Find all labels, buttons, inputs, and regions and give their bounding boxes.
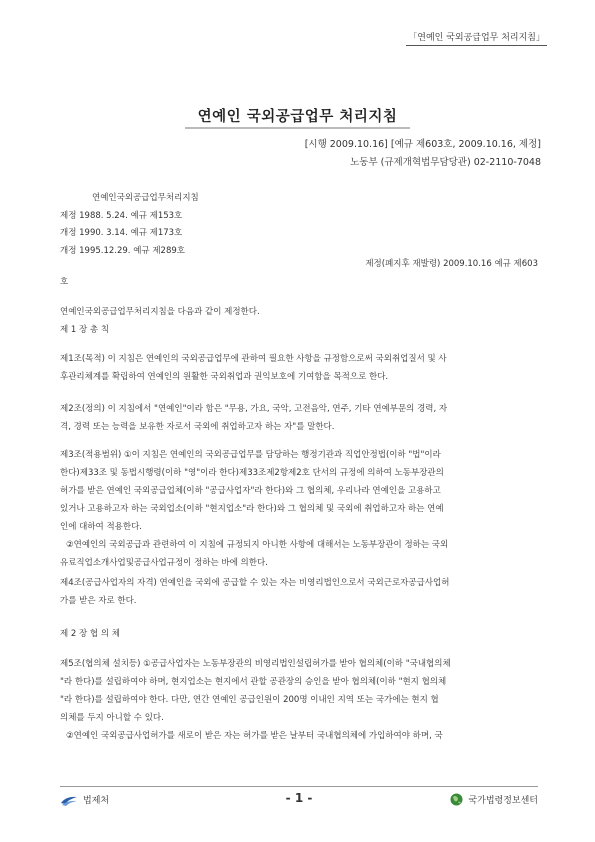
- document-title: 연예인 국외공급업무 처리지침: [197, 109, 398, 125]
- article-4: [60, 574, 540, 610]
- article-line: 제5조(협의체 설치등) ①공급사업자는 노동부장관의 비영리법인설립허가를 받아 협의체(이하 "국내협의체: [60, 659, 451, 669]
- enforcement-info: [시행 2009.10.16] [예규 제603호, 2009.10.16, 제정]: [304, 139, 541, 150]
- article-line: 인에 대하여 적용한다.: [60, 522, 143, 532]
- history-block: [60, 190, 199, 260]
- history-line: 개정 1990. 3.14. 예규 제173호: [60, 228, 183, 238]
- article-line: 의체를 두지 아니할 수 있다.: [60, 713, 164, 723]
- article-line: 격, 경력 또는 능력을 보유한 자로서 국외에 취업하고자 하는 자"를 말한다.: [60, 422, 335, 432]
- history-line: 제정 1988. 5.24. 예규 제153호: [60, 210, 183, 221]
- article-line: 가를 받은 자로 한다.: [60, 596, 137, 606]
- footer-publisher: 법제처: [83, 796, 110, 806]
- footer-divider: [60, 786, 538, 787]
- title-underline: [185, 127, 410, 129]
- article-line: "라 한다)를 설립하여야 하며, 현지업소는 현지에서 관할 공관장의 승인을 받아 협의체(이하 "현지 협의체: [60, 677, 447, 687]
- chapter-heading: 제 1 장 총 칙: [60, 325, 110, 335]
- article-line: 후관리체계를 확립하여 연예인의 원활한 국외취업과 권익보호에 기여함을 목적으로 한다.: [60, 372, 389, 382]
- article-1: [60, 350, 540, 386]
- enactment-line-tail: 호: [60, 277, 69, 287]
- article-line: 한다)제33조 및 동법시행령(이하 "영"이라 한다)제33조제2항제2호 단서의 규정에 의하여 노동부장관의: [60, 468, 444, 478]
- article-line: 제3조(적용범위) ①이 지침은 연예인의 국외공급업무를 담당하는 행정기관과 직업안정법(이하 "법"이라: [60, 450, 441, 460]
- article-line: 허가를 받은 연예인 국외공급업체(이하 "공급사업자"라 한다)와 그 협의체, 우리나라 연예인을 고용하고: [60, 486, 441, 496]
- page-footer: [60, 791, 538, 807]
- chapter-2-heading-block: [60, 625, 540, 643]
- article-line: ②연예인 국외공급사업허가를 새로이 받은 자는 허가를 받은 날부터 국내협의체에 가입하여야 하며, 국: [66, 731, 443, 741]
- history-heading: 연예인국외공급업무처리지침: [92, 193, 199, 203]
- running-header: 「연예인 국외공급업무 처리지침」: [406, 30, 547, 46]
- intro-text: 연예인국외공급업무처리지침을 다음과 같이 제정한다.: [60, 307, 260, 317]
- article-line: 제4조(공급사업자의 자격) 연예인을 국외에 공급할 수 있는 자는 비영리법인으로서 국외근로자공급사업허: [60, 578, 450, 588]
- article-line: ②연예인의 국외공급과 관련하여 이 지침에 규정되지 아니한 사항에 대해서는 노동부장관이 정하는 국외: [66, 540, 449, 550]
- article-line: "라 한다)를 설립하여야 한다. 다만, 연간 연예인 공급인원이 200명 이내인 지역 또는 국가에는 현지 협: [60, 695, 439, 705]
- globe-icon: [450, 793, 463, 806]
- intro-paragraph: [60, 303, 540, 339]
- article-2: [60, 400, 540, 436]
- footer-site-name: 국가법령정보센터: [468, 796, 538, 806]
- enactment-line: 제정(폐지후 재발령) 2009.10.16 예규 제603: [365, 259, 538, 269]
- contact-info: 노동부 (규제개혁법무담당관) 02-2110-7048: [350, 157, 541, 168]
- chapter-heading: 제 2 장 협 의 체: [60, 629, 120, 639]
- article-line: 유료직업소개사업및공급사업규정이 정하는 바에 의한다.: [60, 558, 268, 568]
- page-number: - 1 -: [285, 791, 313, 805]
- article-line: 있거나 고용하고자 하는 국외업소(이하 "현지업소"라 한다)와 그 협의체 및 국외에 취업하고자 하는 연예: [60, 504, 444, 514]
- article-3: [60, 446, 540, 572]
- article-line: 제2조(정의) 이 지침에서 "연예인"이라 함은 "무용, 가요, 국악, 고전음악, 연주, 기타 연예부문의 경력, 자: [60, 404, 448, 414]
- history-line: 개정 1995.12.29. 예규 제289호: [60, 245, 185, 256]
- article-line: 제1조(목적) 이 지침은 연예인의 국외공급업무에 관하여 필요한 사항을 규정함으로써 국외취업질서 및 사: [60, 354, 447, 364]
- article-5: [60, 655, 540, 745]
- footer-right: [450, 793, 538, 806]
